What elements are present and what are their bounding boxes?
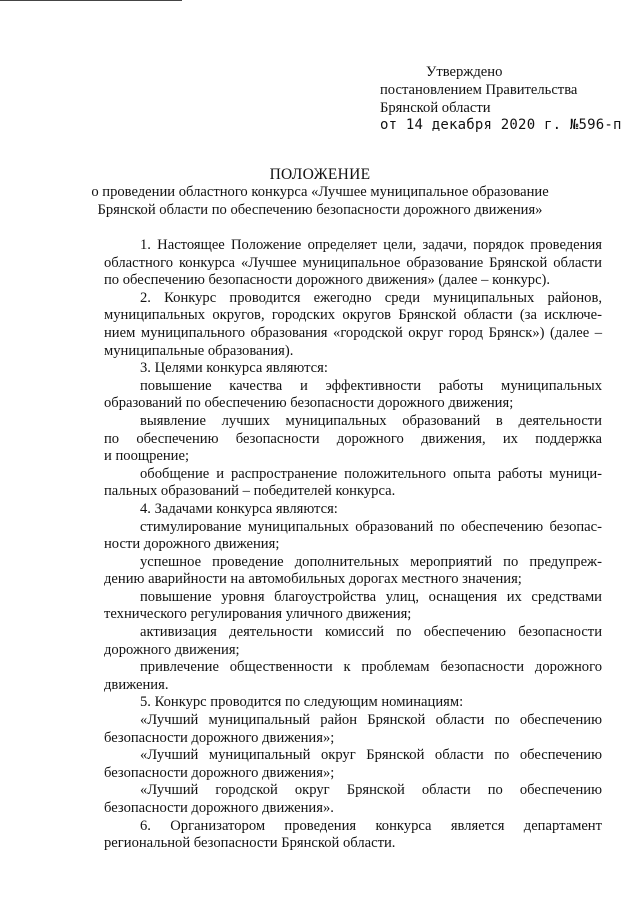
body-text-line: безопасности дорожного движения»; bbox=[104, 764, 335, 781]
body-text-line: безопасности дорожного движения»; bbox=[104, 729, 335, 746]
body-text-line: привлечение общественности к проблемам безопасности дорожного bbox=[140, 659, 602, 676]
approval-line-region: Брянской области bbox=[380, 99, 491, 116]
document-body bbox=[104, 237, 602, 853]
body-text-line: «Лучший муниципальный округ Брянской области по обеспечению bbox=[140, 747, 602, 764]
body-text-line: обобщение и распространение положительного опыта работы муници- bbox=[140, 465, 602, 482]
body-text-line: повышение уровня благоустройства улиц, оснащения их средствами bbox=[140, 588, 602, 605]
body-text-line: повышение качества и эффективности работы муниципальных bbox=[140, 377, 602, 394]
subtitle-line: о проведении областного конкурса «Лучшее муниципальное образование bbox=[91, 184, 549, 200]
body-text-line: 5. Конкурс проводится по следующим номинациям: bbox=[140, 694, 464, 711]
body-text-line: дению аварийности на автомобильных дорогах местного значения; bbox=[104, 571, 522, 588]
body-text-line: 3. Целями конкурса являются: bbox=[140, 360, 328, 377]
body-text-line: 4. Задачами конкурса являются: bbox=[140, 500, 338, 517]
body-text-line: дорожного движения; bbox=[104, 641, 240, 658]
subtitle-line: Брянской области по обеспечению безопасности дорожного движения» bbox=[97, 201, 543, 218]
body-text-line: и поощрение; bbox=[104, 448, 190, 465]
body-text-line: безопасности дорожного движения». bbox=[104, 800, 334, 816]
body-text-line: 2. Конкурс проводится ежегодно среди муниципальных районов, bbox=[140, 289, 602, 306]
body-text-line: нием муниципального образования «городской округ город Брянск») (далее – bbox=[104, 324, 602, 341]
body-text-line: по обеспечению безопасности дорожного движения, их поддержка bbox=[104, 430, 602, 447]
approval-block bbox=[380, 64, 630, 135]
body-text-line: «Лучший городской округ Брянской области по обеспечению bbox=[140, 782, 602, 799]
body-text-line: областного конкурса «Лучшее муниципальное образование Брянской области bbox=[104, 254, 602, 271]
body-text-line: по обеспечению безопасности дорожного движения» (далее – конкурс). bbox=[104, 272, 551, 289]
document-title: ПОЛОЖЕНИЕ bbox=[269, 166, 371, 183]
body-text-line: технического регулирования уличного движения; bbox=[104, 606, 412, 623]
body-text-line: ности дорожного движения; bbox=[104, 536, 280, 553]
body-text-line: 1. Настоящее Положение определяет цели, задачи, порядок проведения bbox=[140, 237, 602, 253]
body-text-line: «Лучший муниципальный район Брянской области по обеспечению bbox=[140, 712, 602, 729]
body-text-line: образований по обеспечению безопасности дорожного движения; bbox=[104, 395, 514, 412]
body-text-line: региональной безопасности Брянской области. bbox=[104, 835, 396, 852]
approval-line-approved: Утверждено bbox=[426, 64, 503, 80]
body-text-line: выявление лучших муниципальных образований в деятельности bbox=[140, 412, 602, 429]
body-text-line: муниципальных округов, городских округов Брянской области (за исключе- bbox=[104, 307, 602, 324]
body-text-line: 6. Организатором проведения конкурса является департамент bbox=[140, 817, 602, 834]
document-subtitle bbox=[60, 184, 580, 220]
body-text-line: активизация деятельности комиссий по обеспечению безопасности bbox=[140, 624, 602, 641]
approval-line-resolution: постановлением Правительства bbox=[380, 81, 578, 98]
body-text-line: пальных образований – победителей конкурса. bbox=[104, 483, 396, 500]
top-rule bbox=[0, 0, 182, 1]
body-text-line: муниципальные образования). bbox=[104, 342, 294, 359]
approval-line-date-number: от 14 декабря 2020 г. №596-п bbox=[380, 117, 622, 134]
body-text-line: успешное проведение дополнительных мероприятий по предупреж- bbox=[140, 553, 602, 570]
body-text-line: движения. bbox=[104, 676, 169, 693]
body-text-line: стимулирование муниципальных образований по обеспечению безопас- bbox=[140, 518, 602, 535]
